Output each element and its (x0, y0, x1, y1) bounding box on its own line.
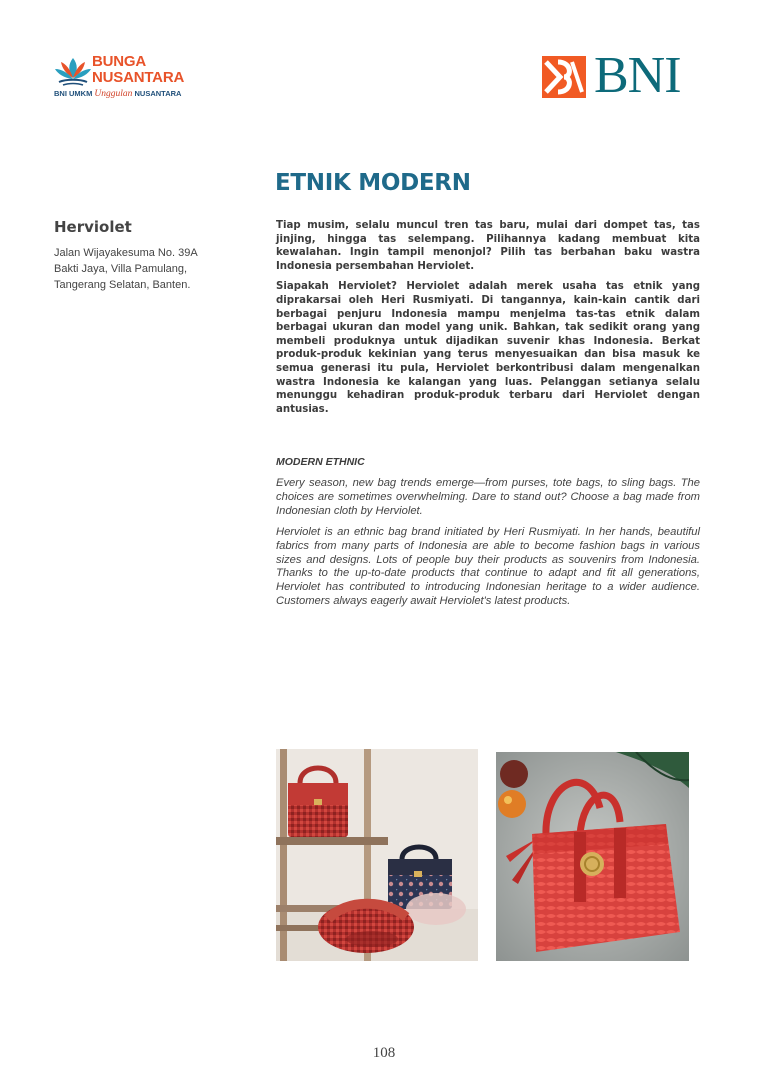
paragraph: Every season, new bag trends emerge—from purses, tote bags, to sling bags. The choices are sometimes overwhelming. Dare to stand out? Choose a bag made from Indonesian cloth by Herviolet. (276, 477, 700, 517)
page-title: ETNIK MODERN (275, 170, 471, 196)
address-line: Bakti Jaya, Villa Pamulang, (54, 263, 188, 275)
bunga-nusantara-logo (54, 54, 204, 100)
paragraph: Siapakah Herviolet? Herviolet adalah merek usaha tas etnik yang diprakarsai oleh Heri Rusmiyati. Di tangannya, kain-kain cantik dari berbagai penjuru Indonesia mampu menjelma tas-tas etnik dalam berbagai ukuran dan model yang unik. Bahkan, tak sedikit orang yang membeli produknya untuk dijadikan suvenir khas Indonesia. Berkat produk-produk kekinian yang terus menyesuaikan dan bisa masuk ke semua generasi itu pula, Herviolet berkontribusi dalam mengenalkan wastra Indonesia ke kalangan yang luas. Pelanggan setianya selalu menunggu kehadiran produk-produk terbaru dari Herviolet dengan antusias. (276, 281, 700, 415)
logo-sub-script: Unggulan (94, 89, 133, 99)
product-photo-handbag (496, 752, 689, 961)
bags-on-ladder-illustration (276, 749, 478, 961)
business-name: Herviolet (54, 218, 132, 236)
bni-wordmark: BNI (594, 47, 681, 104)
page-number: 108 (372, 1045, 396, 1061)
logo-subtitle (54, 89, 181, 99)
paragraph: Tiap musim, selalu muncul tren tas baru, mulai dari dompet tas, tas jinjing, hingga tas selempang. Pilihannya kadang membuat kita kewalahan. Ingin tampil menonjol? Pilih tas berbahan baku wastra Indonesia persembahan Herviolet. (276, 220, 700, 272)
body-english (276, 477, 700, 616)
body-indonesian (276, 219, 700, 423)
red-handbag-illustration (496, 752, 689, 961)
logo-sub-post: NUSANTARA (134, 89, 182, 98)
address-line: Jalan Wijayakesuma No. 39A (54, 247, 198, 259)
english-heading: MODERN ETHNIC (276, 456, 365, 468)
product-photo-ladder (276, 749, 478, 961)
bni-mark-icon (542, 56, 586, 98)
bni-logo (542, 47, 702, 104)
lotus-icon (54, 54, 92, 88)
logo-line-bunga: BUNGA (92, 53, 146, 70)
address-line: Tangerang Selatan, Banten. (54, 279, 191, 291)
logo-sub-pre: BNI UMKM (54, 89, 93, 98)
business-address (54, 245, 244, 293)
paragraph: Herviolet is an ethnic bag brand initiated by Heri Rusmiyati. In her hands, beautiful fabrics from many parts of Indonesia are able to become fashion bags in various sizes and designs. Lots of people buy their products as souvenirs from Indonesia. Thanks to the up-to-date products that continue to adapt and fit all generations, Herviolet has contributed to introducing Indonesian heritage to a wider audience. Customers always eagerly await Herviolet's latest products. (276, 525, 700, 608)
logo-line-nusantara: NUSANTARA (92, 69, 185, 86)
